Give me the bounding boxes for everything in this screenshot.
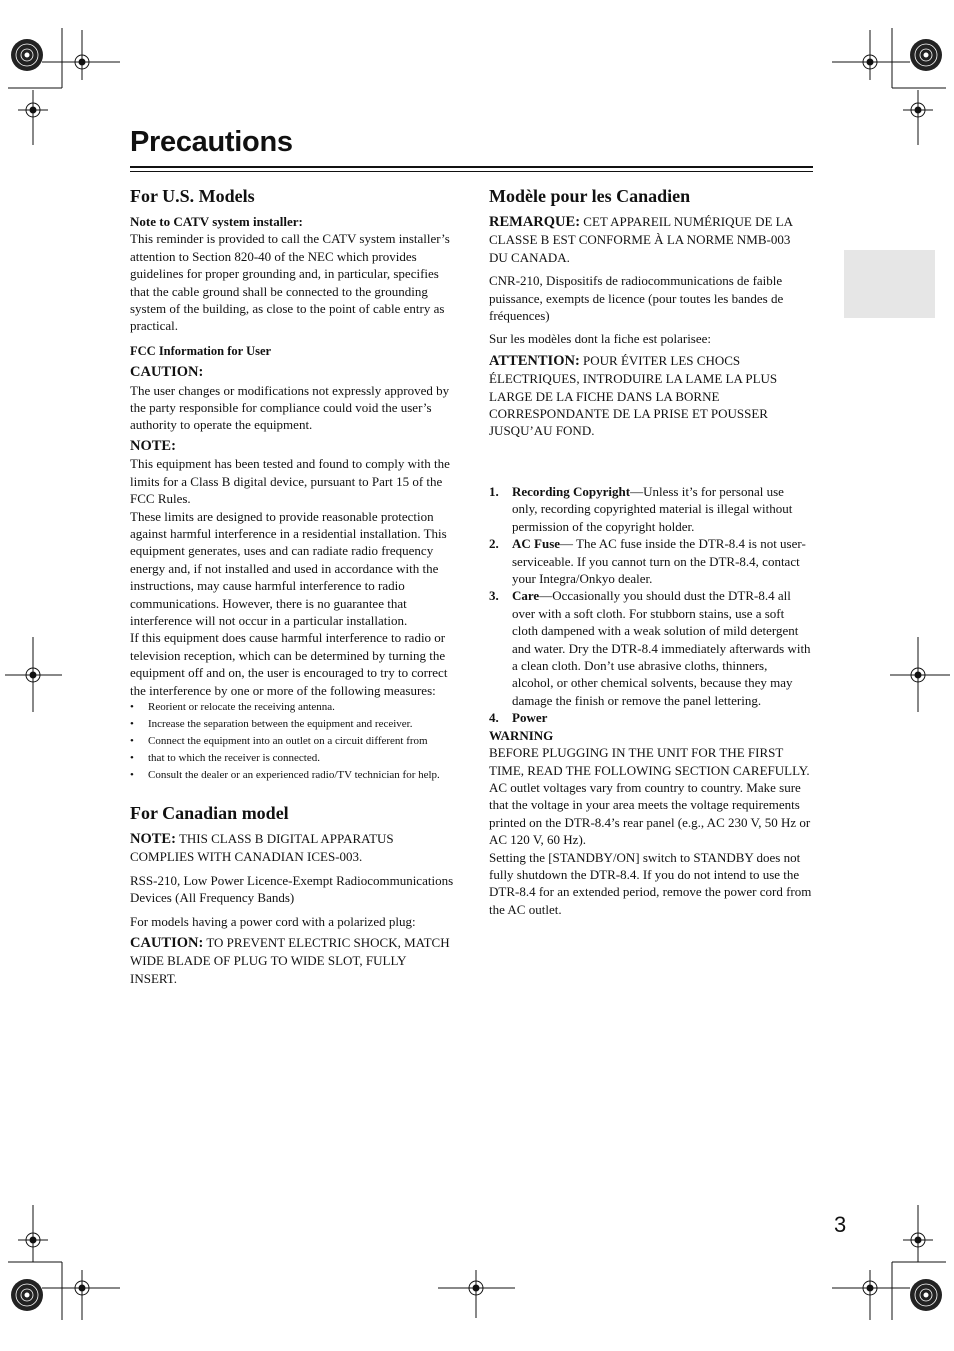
interference-measures-list bbox=[130, 699, 455, 784]
corner-mark-bottom-left bbox=[8, 1205, 120, 1320]
warning-label: WARNING bbox=[489, 727, 554, 743]
section-tab bbox=[844, 250, 935, 318]
cnr-text: CNR-210, Dispositifs de radiocommunications de faible puissance, exempts de licence (pour toutes les bandes de fréquences) bbox=[489, 273, 784, 324]
note-paragraph-2: These limits are designed to provide reasonable protection against harmful interference in a residential installation. This equipment generates, uses and can radiate radio frequency energy and, if not installed and used in accordance with the instructions, may cause harmful interference to radio communications. However, there is no guarantee that interference will not occur in a particular installation. bbox=[130, 508, 447, 628]
precautions-list bbox=[489, 483, 812, 727]
attention-label: ATTENTION: bbox=[489, 352, 580, 369]
title-rule-thick bbox=[130, 166, 813, 168]
item-title: Care bbox=[512, 588, 540, 604]
corner-mark-bottom-right bbox=[832, 1205, 946, 1320]
warning-text: BEFORE PLUGGING IN THE UNIT FOR THE FIRST TIME, READ THE FOLLOWING SECTION CAREFULLY. bbox=[489, 745, 810, 778]
item-text: —Unless it’s for personal use only, recording copyrighted material is illegal without permission of the copyright holder. bbox=[512, 484, 793, 534]
caution-text: The user changes or modifications not expressly approved by the party responsible for compliance could void the user’s authority to operate the equipment. bbox=[130, 382, 450, 433]
title-rule-thin bbox=[130, 171, 813, 172]
list-item: • Increase the separation between the equipment and receiver. bbox=[130, 716, 455, 733]
side-mark-right bbox=[890, 637, 950, 712]
item-number: 2. bbox=[489, 536, 499, 552]
page-title: Precautions bbox=[130, 126, 293, 158]
right-column bbox=[489, 185, 812, 440]
item-text: — The AC fuse inside the DTR-8.4 is not user-serviceable. If you cannot turn on the DTR-8.4, contact your Integra/Onkyo dealer. bbox=[512, 536, 806, 587]
left-column bbox=[130, 185, 455, 987]
list-item: • Connect the equipment into an outlet on a circuit different from bbox=[130, 733, 455, 750]
french-heading: Modèle pour les Canadien bbox=[489, 186, 691, 206]
canada-caution-text: TO PREVENT ELECTRIC SHOCK, MATCH WIDE BLADE OF PLUG TO WIDE SLOT, FULLY INSERT. bbox=[130, 935, 450, 986]
list-item bbox=[489, 483, 812, 535]
corner-mark-top-right bbox=[832, 28, 946, 145]
list-item: • that to which the receiver is connected. bbox=[130, 750, 455, 767]
caution-label: CAUTION: bbox=[130, 364, 204, 381]
fiche-text: Sur les modèles dont la fiche est polarisee: bbox=[489, 331, 712, 347]
item-number: 4. bbox=[489, 710, 499, 726]
canada-note-text: THIS CLASS B DIGITAL APPARATUS COMPLIES WITH CANADIAN ICES-003. bbox=[130, 830, 394, 865]
attention-text: POUR ÉVITER LES CHOCS ÉLECTRIQUES, INTRODUIRE LA LAME LA PLUS LARGE DE LA FICHE DANS LA BORNE CORRESPONDANTE DE LA PRISE ET POUSSER JUSQU’AU FOND. bbox=[489, 352, 778, 439]
bottom-center-mark bbox=[438, 1270, 515, 1318]
power-paragraph-1: AC outlet voltages vary from country to country. Make sure that the voltage in your area meets the voltage requirements printed on the DTR-8.4’s rear panel (e.g., AC 230 V, 50 Hz or AC 120 V, 60 Hz). bbox=[489, 779, 811, 848]
list-item bbox=[489, 709, 812, 726]
list-item: • Reorient or relocate the receiving antenna. bbox=[130, 699, 455, 716]
item-number: 3. bbox=[489, 588, 499, 604]
list-item: • Consult the dealer or an experienced radio/TV technician for help. bbox=[130, 767, 455, 784]
rss-text: RSS-210, Low Power Licence-Exempt Radiocommunications Devices (All Frequency Bands) bbox=[130, 872, 454, 906]
item-text: —Occasionally you should dust the DTR-8.4 all over with a soft cloth. For stubborn stains, use a soft cloth dampened with a weak solution of mild detergent and water. Dry the DTR-8.4 immediately afterwards with a clean cloth. Don’t use abrasive cloths, thinners, alcohol, or other chemical solvents, because they may damage the finish or remove the panel lettering. bbox=[512, 588, 811, 708]
precautions-list-column bbox=[489, 483, 812, 918]
catv-text: This reminder is provided to call the CATV system installer’s attention to Section 820-40 of the NEC which provides guidelines for proper grounding and, in particular, specifies that the cable ground shall be connected to the grounding system of the building, as close to the point of cable entry as practical. bbox=[130, 231, 450, 334]
remarque-text: CET APPAREIL NUMÉRIQUE DE LA CLASSE B EST CONFORME À LA NORME NMB-003 DU CANADA. bbox=[489, 214, 793, 265]
canada-caution-label: CAUTION: bbox=[130, 935, 204, 951]
polarized-plug-text: For models having a power cord with a polarized plug: bbox=[130, 913, 416, 929]
catv-heading: Note to CATV system installer: bbox=[130, 214, 303, 229]
item-title: AC Fuse bbox=[512, 536, 561, 552]
note-paragraph-3: If this equipment does cause harmful interference to radio or television reception, which can be determined by turning the equipment off and on, the user is encouraged to try to correct the interference by one or more of the following measures: bbox=[130, 630, 448, 698]
list-item bbox=[489, 535, 812, 587]
note-paragraph-1: This equipment has been tested and found to comply with the limits for a Class B digital device, pursuant to Part 15 of the FCC Rules. bbox=[130, 456, 450, 507]
page-number: 3 bbox=[834, 1212, 847, 1237]
item-title: Recording Copyright bbox=[512, 484, 631, 499]
list-item bbox=[489, 587, 812, 709]
item-number: 1. bbox=[489, 484, 499, 499]
note-label: NOTE: bbox=[130, 437, 176, 454]
remarque-label: REMARQUE: bbox=[489, 214, 581, 230]
corner-mark-top-left bbox=[8, 28, 120, 145]
item-title: Power bbox=[512, 710, 548, 726]
power-paragraph-2: Setting the [STANDBY/ON] switch to STANDBY does not fully shutdown the DTR-8.4. If you do not intend to use the DTR-8.4 for an extended period, remove the power cord from the AC outlet. bbox=[489, 849, 812, 917]
canadian-model-heading: For Canadian model bbox=[130, 802, 289, 823]
us-models-heading: For U.S. Models bbox=[130, 186, 255, 206]
side-mark-left bbox=[5, 637, 62, 712]
canada-note-label: NOTE: bbox=[130, 830, 176, 847]
fcc-heading: FCC Information for User bbox=[130, 343, 272, 358]
